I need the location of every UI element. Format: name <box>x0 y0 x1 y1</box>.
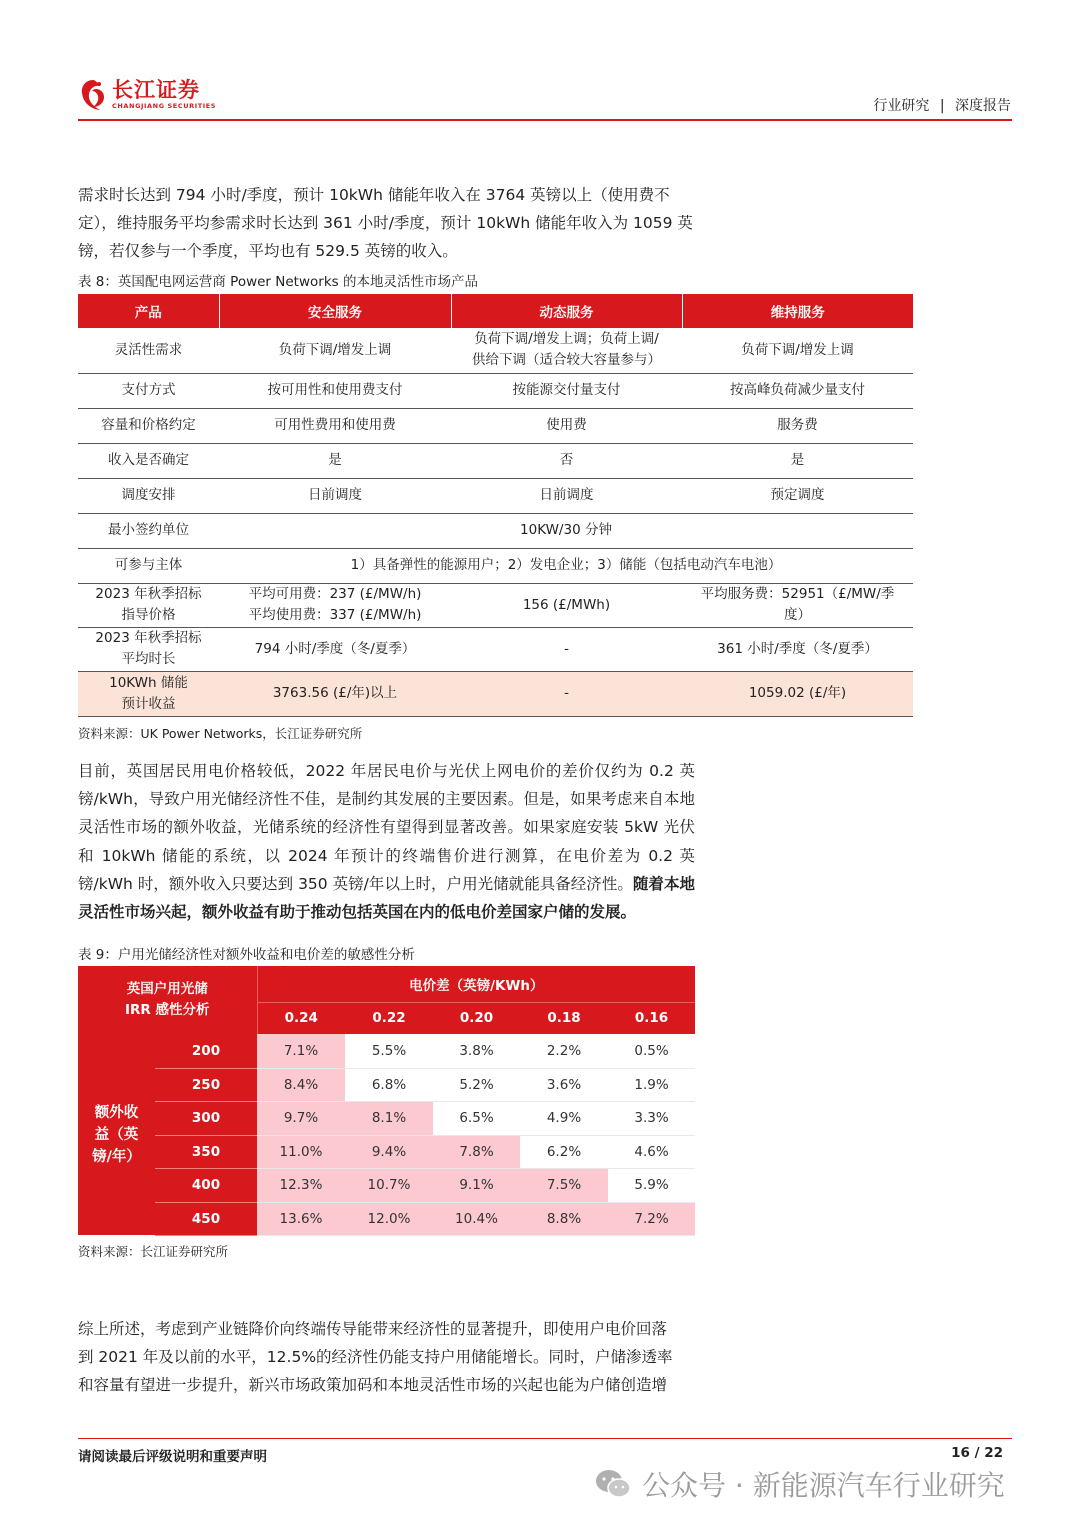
irr-cell: 5.2% <box>433 1068 520 1101</box>
table-row <box>78 1135 695 1168</box>
watermark-text: 公众号 · 新能源汽车行业研究 <box>642 1469 1005 1502</box>
row-label: 2023 年秋季招标平均时长 <box>78 627 219 671</box>
table-row <box>78 513 913 548</box>
table-cell: 按可用性和使用费支付 <box>219 373 451 408</box>
table9-source: 资料来源：长江证券研究所 <box>78 1244 229 1259</box>
table-cell: 负荷下调/增发上调 <box>682 328 913 373</box>
irr-cell: 8.1% <box>345 1101 433 1135</box>
page-number: 16 / 22 <box>951 1445 1003 1461</box>
corner-header-text: 英国户用光储 IRR 感性分析 <box>124 981 210 1018</box>
table-cell: 是 <box>682 443 913 478</box>
table-row <box>78 1202 695 1235</box>
irr-cell: 13.6% <box>257 1202 345 1235</box>
irr-cell: 10.7% <box>345 1168 433 1202</box>
table-cell: 按高峰负荷减少量支付 <box>682 373 913 408</box>
row-label: 2023 年秋季招标指导价格 <box>78 583 219 627</box>
irr-cell: 8.4% <box>257 1068 345 1101</box>
text-line: 到 2021 年及以前的水平，12.5%的经济性仍能支持户用储能增长。同时，户储渗透率 <box>78 1348 673 1367</box>
table-cell: 服务费 <box>682 408 913 443</box>
income-row-header: 200 <box>155 1034 257 1068</box>
spread-header: 0.20 <box>433 1002 520 1034</box>
table-cell: 可用性费用和使用费 <box>219 408 451 443</box>
irr-cell: 3.6% <box>520 1068 608 1101</box>
table-row <box>78 1168 695 1202</box>
spread-title: 电价差（英镑/KWh） <box>257 966 695 1002</box>
irr-cell: 1.9% <box>608 1068 695 1101</box>
table-cell: 3763.56 (£/年)以上 <box>219 671 451 716</box>
irr-sensitivity-table <box>78 966 695 1236</box>
paragraph-analysis <box>78 757 695 926</box>
spread-header: 0.18 <box>520 1002 608 1034</box>
irr-cell: 7.2% <box>608 1202 695 1235</box>
irr-cell: 4.9% <box>520 1101 608 1135</box>
table-cell: 负荷下调/增发上调 <box>219 328 451 373</box>
irr-cell: 7.1% <box>257 1034 345 1068</box>
flexibility-products-table <box>78 294 913 717</box>
table-cell: 10KW/30 分钟 <box>219 513 913 548</box>
header-cell: 产品 <box>78 294 219 328</box>
table-row <box>78 408 913 443</box>
table-cell: 负荷下调/增发上调；负荷上调/供给下调（适合较大容量参与） <box>451 328 682 373</box>
table-cell: 1059.02 (£/年) <box>682 671 913 716</box>
irr-cell: 11.0% <box>257 1135 345 1168</box>
logo-chinese: 长江证券 <box>112 78 200 103</box>
irr-cell: 4.6% <box>608 1135 695 1168</box>
dragon-logo-icon <box>78 78 108 112</box>
irr-cell: 12.3% <box>257 1168 345 1202</box>
row-label: 灵活性需求 <box>78 328 219 373</box>
header-cell: 维持服务 <box>682 294 913 328</box>
text-line: 需求时长达到 794 小时/季度，预计 10kWh 储能年收入在 3764 英镑以上（使用费不 <box>78 186 670 204</box>
irr-cell: 10.4% <box>433 1202 520 1235</box>
text-line: 综上所述，考虑到产业链降价向终端传导能带来经济性的显著提升，即使用户电价回落 <box>78 1320 668 1338</box>
table-cell: 794 小时/季度（冬/夏季） <box>219 627 451 671</box>
irr-cell: 6.2% <box>520 1135 608 1168</box>
table-cell: - <box>451 671 682 716</box>
table-row <box>78 328 913 373</box>
irr-cell: 9.4% <box>345 1135 433 1168</box>
table-cell: 日前调度 <box>451 478 682 513</box>
table-cell: 是 <box>219 443 451 478</box>
irr-cell: 6.5% <box>433 1101 520 1135</box>
table-cell: 平均服务费：52951（£/MW/季度） <box>682 583 913 627</box>
row-label: 最小签约单位 <box>78 513 219 548</box>
income-row-header: 400 <box>155 1168 257 1202</box>
company-logo <box>78 78 216 112</box>
table-cell: 1）具备弹性的能源用户；2）发电企业；3）储能（包括电动汽车电池） <box>219 548 913 583</box>
table-row <box>78 478 913 513</box>
footer-disclaimer: 请阅读最后评级说明和重要声明 <box>78 1449 267 1465</box>
table-row <box>78 373 913 408</box>
table-row <box>78 443 913 478</box>
table-cell: - <box>451 627 682 671</box>
table-cell: 156 (£/MWh) <box>451 583 682 627</box>
row-label: 可参与主体 <box>78 548 219 583</box>
corner-header <box>78 966 257 1034</box>
irr-cell: 9.7% <box>257 1101 345 1135</box>
irr-cell: 12.0% <box>345 1202 433 1235</box>
income-row-header: 300 <box>155 1101 257 1135</box>
report-type-label: 深度报告 <box>955 98 1011 114</box>
text-line: 和容量有望进一步提升，新兴市场政策加码和本地灵活性市场的兴起也能为户储创造增 <box>78 1376 668 1395</box>
irr-cell: 7.8% <box>433 1135 520 1168</box>
table-cell <box>219 583 451 627</box>
header-separator: | <box>939 98 945 114</box>
spread-header: 0.22 <box>345 1002 433 1034</box>
wechat-watermark <box>594 1464 1005 1504</box>
spread-header: 0.16 <box>608 1002 695 1034</box>
spread-header: 0.24 <box>257 1002 345 1034</box>
table-header-row <box>78 294 913 328</box>
income-row-header: 450 <box>155 1202 257 1235</box>
paragraph-conclusion <box>78 1315 695 1400</box>
text-line: 定），维持服务平均参需求时长达到 361 小时/季度，预计 10kWh 储能年收入为 1059 英 <box>78 214 693 233</box>
cell-line: 平均使用费：337 (£/MW/h) <box>248 607 422 623</box>
table-row <box>78 1034 695 1068</box>
table-cell: 日前调度 <box>219 478 451 513</box>
cell-line: 平均可用费：237 (£/MW/h) <box>248 586 422 602</box>
irr-cell: 5.5% <box>345 1034 433 1068</box>
irr-cell: 8.8% <box>520 1202 608 1235</box>
paragraph-bold-text: 随着本地灵活性市场兴起，额外收益有助于推动包括英国在内的低电价差国家户储的发展。 <box>78 874 695 922</box>
table-row <box>78 1101 695 1135</box>
income-row-header: 350 <box>155 1135 257 1168</box>
row-label: 10KWh 储能预计收益 <box>78 671 219 716</box>
wechat-icon <box>594 1468 632 1500</box>
table-cell: 按能源交付量支付 <box>451 373 682 408</box>
row-label: 调度安排 <box>78 478 219 513</box>
row-label: 支付方式 <box>78 373 219 408</box>
row-label: 容量和价格约定 <box>78 408 219 443</box>
income-row-header: 250 <box>155 1068 257 1101</box>
table8-caption: 表 8：英国配电网运营商 Power Networks 的本地灵活性市场产品 <box>78 274 478 290</box>
irr-cell: 6.8% <box>345 1068 433 1101</box>
header-cell: 动态服务 <box>451 294 682 328</box>
table-cell: 使用费 <box>451 408 682 443</box>
report-category <box>873 95 1011 115</box>
irr-cell: 2.2% <box>520 1034 608 1068</box>
table9-caption: 表 9：户用光储经济性对额外收益和电价差的敏感性分析 <box>78 947 415 963</box>
irr-cell: 3.3% <box>608 1101 695 1135</box>
header-divider <box>78 119 1012 121</box>
table-row-highlight <box>78 671 913 716</box>
table-row <box>78 548 913 583</box>
income-axis-label <box>78 1034 155 1235</box>
table-cell: 361 小时/季度（冬/夏季） <box>682 627 913 671</box>
table-cell: 否 <box>451 443 682 478</box>
footer-divider <box>78 1438 1012 1439</box>
table8-source: 资料来源：UK Power Networks，长江证券研究所 <box>78 726 363 741</box>
irr-cell: 3.8% <box>433 1034 520 1068</box>
irr-cell: 0.5% <box>608 1034 695 1068</box>
row-label: 收入是否确定 <box>78 443 219 478</box>
table-row <box>78 1068 695 1101</box>
irr-cell: 5.9% <box>608 1168 695 1202</box>
header-cell: 安全服务 <box>219 294 451 328</box>
table-row <box>78 583 913 627</box>
irr-cell: 7.5% <box>520 1168 608 1202</box>
paragraph-text: 目前，英国居民用电价格较低，2022 年居民电价与光伏上网电价的差价仅约为 0.2 英镑/kWh，导致户用光储经济性不佳，是制约其发展的主要因素。但是，如果考虑来自本地灵活性市场的额外收益，光储系统的经济性有望得到显著改善。如果家庭安装 5kW 光伏和 10kWh 储能的系统，以 2024 年预计的终端售价进行测算，在电价差为 0.2 英镑/kWh 时，额外收入只要达到 350 英镑/年以上时，户用光储就能具备经济性。 <box>78 762 695 893</box>
logo-english: CHANGJIANG SECURITIES <box>112 102 217 111</box>
text-line: 镑，若仅参与一个季度，平均也有 529.5 英镑的收入。 <box>78 242 458 261</box>
table-row <box>78 627 913 671</box>
table-header-row <box>78 966 695 1002</box>
paragraph-intro <box>78 181 695 266</box>
category-label: 行业研究 <box>873 98 930 114</box>
irr-cell: 9.1% <box>433 1168 520 1202</box>
table-cell: 预定调度 <box>682 478 913 513</box>
income-axis-text: 额外收益（英镑/年） <box>92 1104 141 1165</box>
